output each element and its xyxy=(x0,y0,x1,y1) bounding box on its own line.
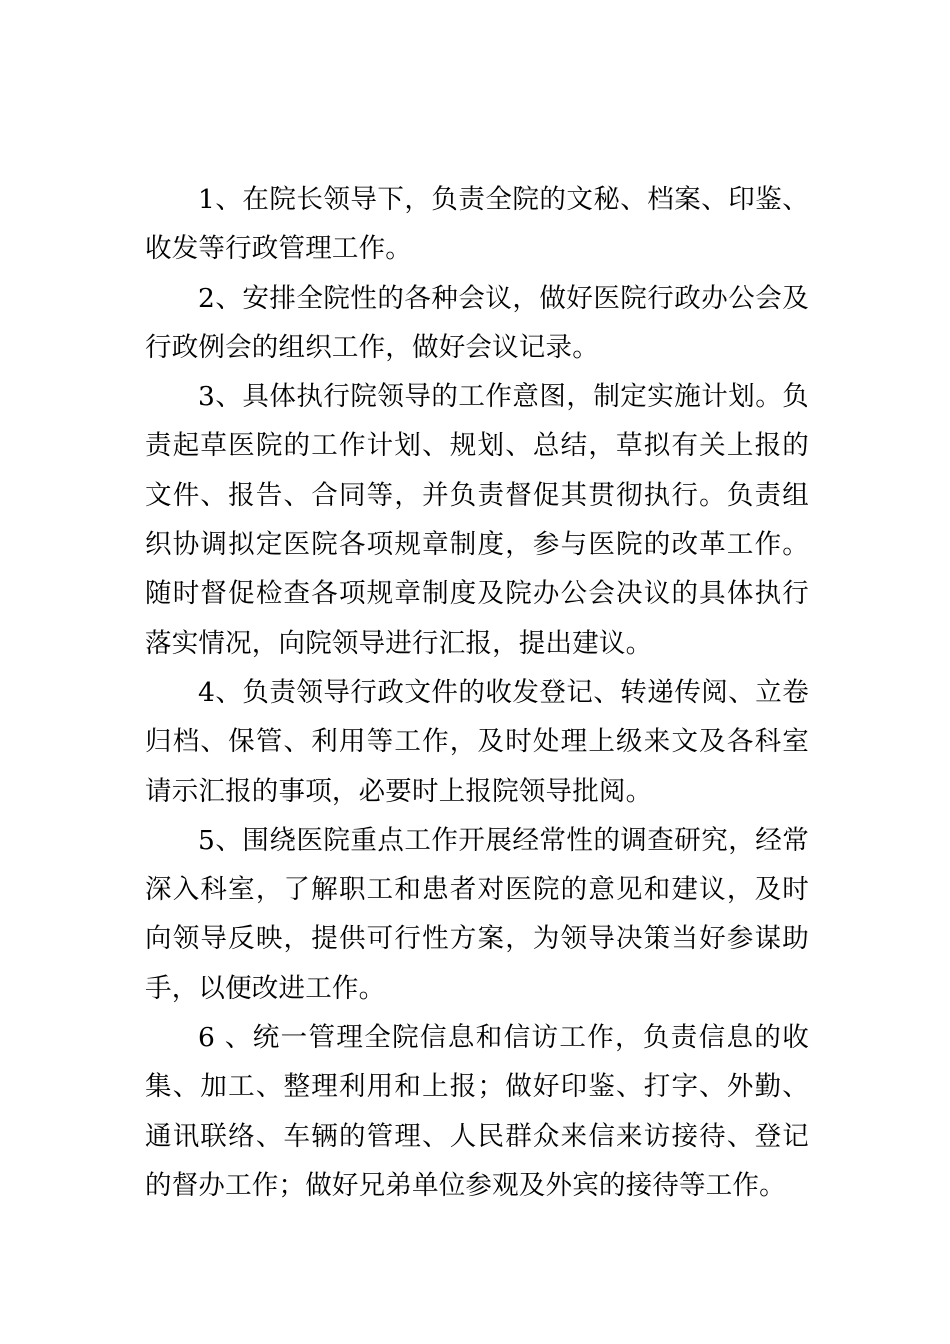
paragraph-3: 3、具体执行院领导的工作意图，制定实施计划。负责起草医院的工作计划、规划、总结，草拟有关上报的文件、报告、合同等，并负责督促其贯彻执行。负责组织协调拟定医院各项规章制度，参与医院的改革工作。随时督促检查各项规章制度及院办公会决议的具体执行落实情况，向院领导进行汇报，提出建议。 xyxy=(145,381,809,659)
paragraph-4: 4、负责领导行政文件的收发登记、转递传阅、立卷归档、保管、利用等工作，及时处理上级来文及各科室请示汇报的事项，必要时上报院领导批阅。 xyxy=(145,676,809,807)
paragraph-5: 5、围绕医院重点工作开展经常性的调查研究，经常深入科室，了解职工和患者对医院的意见和建议，及时向领导反映，提供可行性方案，为领导决策当好参谋助手，以便改进工作。 xyxy=(145,824,809,1004)
paragraph-6: 6 、统一管理全院信息和信访工作，负责信息的收集、加工、整理利用和上报；做好印鉴、打字、外勤、通讯联络、车辆的管理、人民群众来信来访接待、登记的督办工作；做好兄弟单位参观及外宾的接待等工作。 xyxy=(145,1022,809,1201)
paragraph-1: 1、在院长领导下，负责全院的文秘、档案、印鉴、收发等行政管理工作。 xyxy=(145,184,809,265)
document-body xyxy=(145,175,809,1210)
paragraph-2: 2、安排全院性的各种会议，做好医院行政办公会及行政例会的组织工作，做好会议记录。 xyxy=(145,282,809,363)
